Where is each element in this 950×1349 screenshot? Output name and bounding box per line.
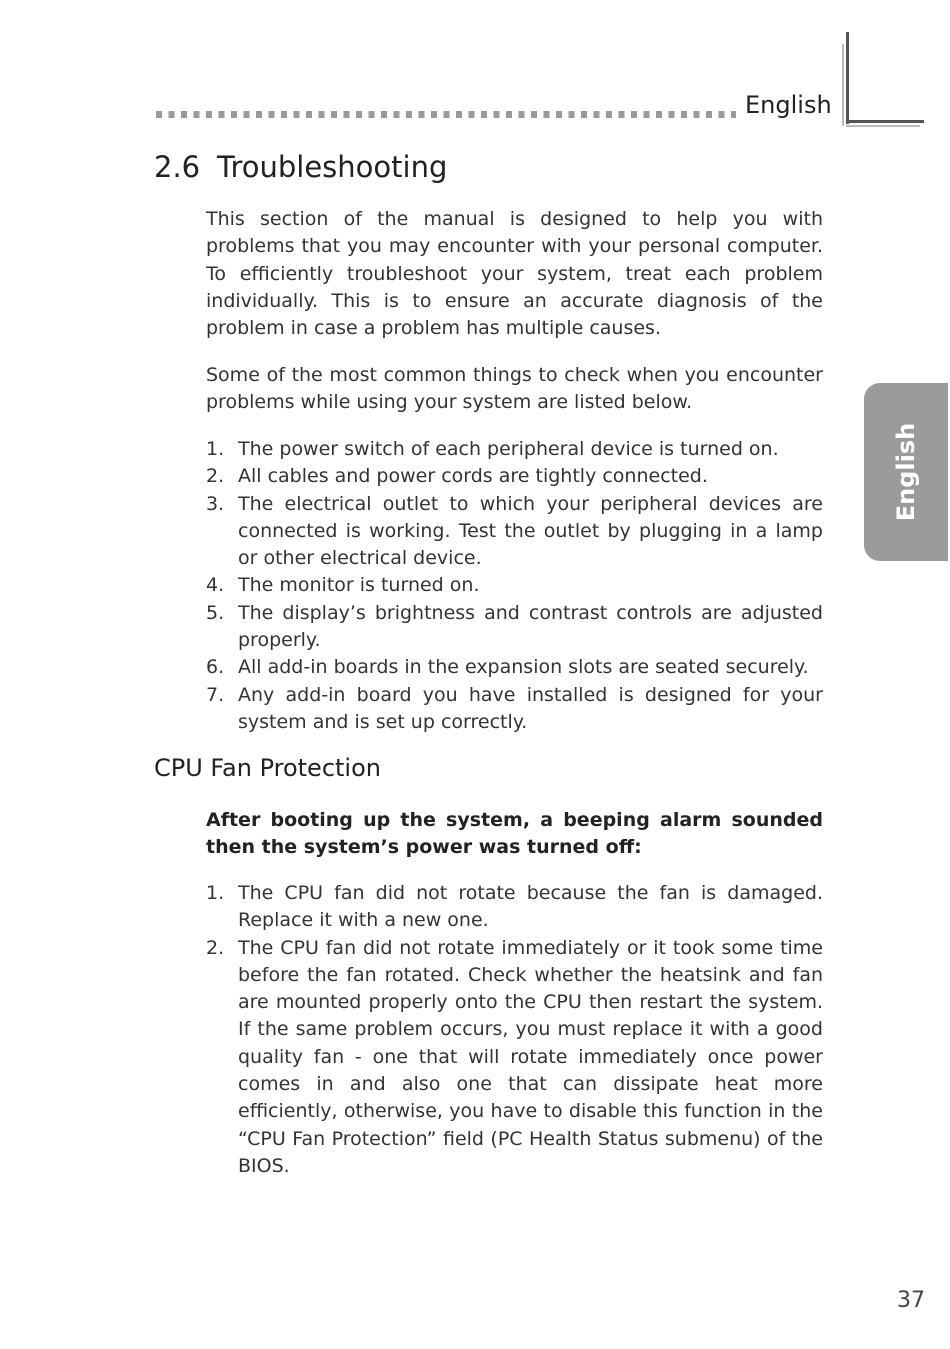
list-item-number: 4. xyxy=(206,574,225,597)
list-item-number: 2. xyxy=(206,465,225,488)
list-item xyxy=(206,463,823,490)
list-item-number: 1. xyxy=(206,882,225,904)
list-item-text: The CPU fan did not rotate immediately or it took some time before the fan rotated. Check whether the heatsink and fan are mounted properly onto the CPU then restart the system. If the same problem occurs, you must replace it with a good quality fan - one that will rotate immediately once power comes in and also one that can dissipate heat more efficiently, otherwise, you have to disable this function in the “CPU Fan Protection” field (PC Health Status submenu) of the BIOS. xyxy=(238,936,823,1177)
list-item xyxy=(206,935,823,1181)
list-item-number: 7. xyxy=(206,683,225,706)
corner-mark-shadow-horizontal xyxy=(846,125,920,127)
list-item-number: 2. xyxy=(206,936,225,959)
list-item xyxy=(206,436,823,463)
header-language-label: English xyxy=(745,91,832,119)
list-item xyxy=(206,682,823,737)
list-item-number: 5. xyxy=(206,601,225,624)
side-tab-label: English xyxy=(892,422,920,522)
corner-mark-vertical xyxy=(846,32,849,124)
intro-paragraph: This section of the manual is designed to help you with problems that you may encounter with your personal computer. To efficiently troubleshoot your system, treat each problem individually. This is to ensure an accurate diagnosis of the problem in case a problem has multiple causes. xyxy=(206,208,823,340)
list-item-text: All add-in boards in the expansion slots are seated securely. xyxy=(238,656,809,679)
list-item-text: The power switch of each peripheral device is turned on. xyxy=(238,438,779,460)
corner-mark-horizontal xyxy=(846,120,924,123)
header-dotted-rule xyxy=(156,111,736,118)
list-item xyxy=(206,572,823,599)
list-item-text: The display’s brightness and contrast controls are adjusted properly. xyxy=(238,601,823,652)
section-title-text: Troubleshooting xyxy=(217,150,448,184)
list-item-text: Any add-in board you have installed is designed for your system and is set up correctly. xyxy=(238,683,823,733)
list-item-text: The electrical outlet to which your peripheral devices are connected is working. Test the outlet by plugging in a lamp or other electrical device. xyxy=(238,492,823,570)
page-number: 37 xyxy=(897,1288,925,1313)
section-number: 2.6 xyxy=(154,150,201,184)
cpu-fan-symptom: After booting up the system, a beeping alarm sounded then the system’s power was turned off: xyxy=(206,809,823,859)
common-intro-paragraph: Some of the most common things to check when you encounter problems while using your system are listed below. xyxy=(206,364,823,414)
list-item-number: 3. xyxy=(206,492,225,515)
list-item xyxy=(206,880,823,935)
list-item-text: The CPU fan did not rotate because the fan is damaged. Replace it with a new one. xyxy=(238,882,823,932)
cpu-fan-list xyxy=(206,880,823,1180)
list-item-number: 1. xyxy=(206,438,225,460)
list-item xyxy=(206,491,823,573)
list-item-text: All cables and power cords are tightly connected. xyxy=(238,465,708,488)
list-item-number: 6. xyxy=(206,656,225,679)
list-item-text: The monitor is turned on. xyxy=(238,574,480,597)
language-side-tab xyxy=(864,383,948,561)
list-item xyxy=(206,654,823,681)
checklist xyxy=(206,436,823,736)
corner-mark-shadow-vertical xyxy=(842,44,844,126)
cpu-fan-subtitle: CPU Fan Protection xyxy=(154,754,381,782)
common-intro-block xyxy=(206,362,823,417)
intro-paragraph-block xyxy=(206,206,823,342)
section-title xyxy=(154,150,447,184)
list-item xyxy=(206,600,823,655)
